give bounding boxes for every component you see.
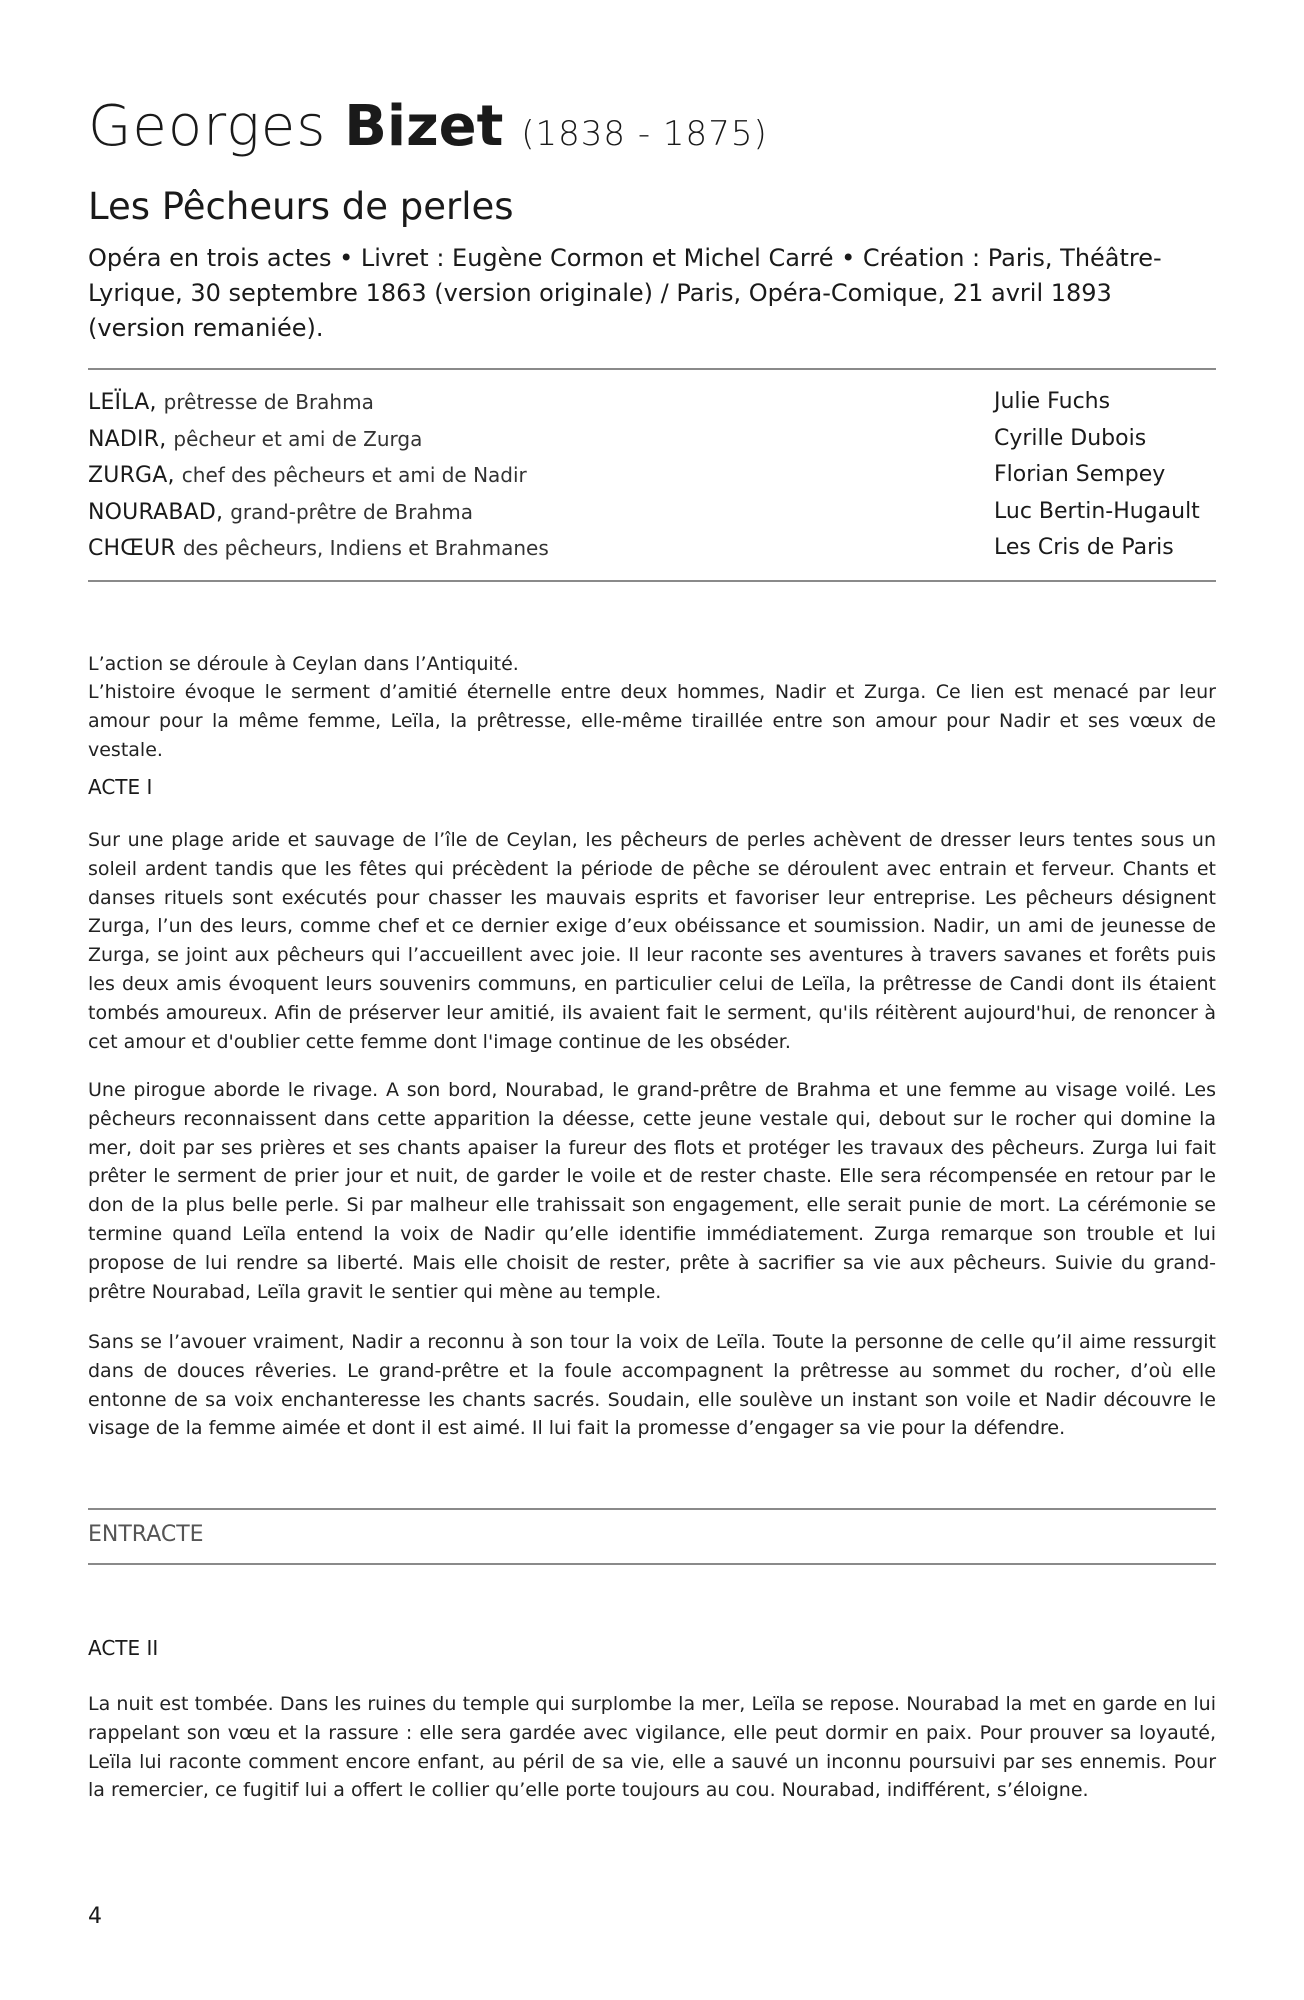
intro-setting: L’action se déroule à Ceylan dans l’Antiquité. [88,653,519,675]
act-1-heading: ACTE I [88,775,153,799]
role-description: chef des pêcheurs et ami de Nadir [181,463,527,487]
divider-bottom [88,580,1216,582]
role-description: des pêcheurs, Indiens et Brahmanes [182,536,549,560]
cast-role-cell [88,421,422,458]
role-name: CHŒUR [88,536,176,561]
divider-entracte-top [88,1508,1216,1510]
composer-last-name: Bizet [344,94,504,159]
cast-row [88,530,1216,567]
role-description: grand-prêtre de Brahma [230,499,474,524]
divider-entracte-bottom [88,1563,1216,1565]
role-name: NADIR, [88,426,167,452]
cast-role-cell [88,530,549,567]
cast-row [88,384,1216,421]
role-description: pêcheur et ami de Zurga [173,426,423,451]
opera-title: Les Pêcheurs de perles [88,185,514,228]
composer-dates: (1838 - 1875) [521,114,768,154]
cast-row [88,457,1216,494]
role-name: ZURGA, [88,463,175,488]
role-description: prêtresse de Brahma [163,390,374,414]
opera-subtitle: Opéra en trois actes • Livret : Eugène Cormon et Michel Carré • Création : Paris, Théâtre-Lyrique, 30 septembre 1863 (version originale) / Paris, Opéra-Comique, 21 avril 1893 (version remaniée). [88,244,1162,342]
act-2-paragraph: La nuit est tombée. Dans les ruines du temple qui surplombe la mer, Leïla se repose. Nourabad la met en garde en lui rappelant son vœu et la rassure : elle sera gardée avec vigilance, elle peut dormir en paix. Pour prouver sa loyauté, Leïla lui raconte comment encore enfant, au péril de sa vie, elle a sauvé un inconnu poursuivi par ses ennemis. Pour la remercier, ce fugitif lui a offert le collier qu’elle porte toujours au cou. Nourabad, indifférent, s’éloigne. [88,1693,1216,1802]
singer-name: Florian Sempey [994,462,1166,487]
act-1-paragraph: Une pirogue aborde le rivage. A son bord, Nourabad, le grand-prêtre de Brahma et une femme au visage voilé. Les pêcheurs reconnaissent dans cette apparition la déesse, cette jeune vestale qui, debout sur le rocher qui domine la mer, doit par ses prières et ses chants apaiser la fureur des flots et protéger les travaux des pêcheurs. Zurga lui fait prêter le serment de prier jour et nuit, de garder le voile et de rester chaste. Elle sera récompensée en retour par le don de la plus belle perle. Si par malheur elle trahissait son engagement, elle serait punie de mort. La cérémonie se termine quand Leïla entend la voix de Nadir qu’elle identifie immédiatement. Zurga remarque son trouble et lui propose de lui rendre sa liberté. Mais elle choisit de rester, prête à sacrifier sa vie aux pêcheurs. Suivie du grand-prêtre Nourabad, Leïla gravit le sentier qui mène au temple. [88,1079,1216,1303]
role-name: NOURABAD, [88,499,224,525]
entracte-heading: ENTRACTE [88,1522,204,1547]
singer-name: Les Cris de Paris [994,535,1174,560]
act-1-paragraph: Sur une plage aride et sauvage de l’île de Ceylan, les pêcheurs de perles achèvent de dresser leurs tentes sous un soleil ardent tandis que les fêtes qui précèdent la période de pêche se déroulent avec entrain et ferveur. Chants et danses rituels sont exécutés pour chasser les mauvais esprits et favoriser leur entreprise. Les pêcheurs désignent Zurga, l’un des leurs, comme chef et ce dernier exige d’eux obéissance et soumission. Nadir, un ami de jeunesse de Zurga, se joint aux pêcheurs qui l’accueillent avec joie. Il leur raconte ses aventures à travers savanes et forêts puis les deux amis évoquent leurs souvenirs communs, en particulier celui de Leïla, la prêtresse de Candi dont ils étaient tombés amoureux. Afin de préserver leur amitié, ils avaient fait le serment, qu'ils réitèrent aujourd'hui, de renoncer à cet amour et d'oublier cette femme dont l'image continue de les obséder. [88,829,1216,1053]
singer-name: Luc Bertin-Hugault [994,498,1200,524]
intro-summary: L’histoire évoque le serment d’amitié éternelle entre deux hommes, Nadir et Zurga. Ce lien est menacé par leur amour pour la même femme, Leïla, la prêtresse, elle-même tiraillée entre son amour pour Nadir et ses vœux de vestale. [88,681,1216,761]
role-name: LEÏLA, [88,390,157,415]
act-1-paragraph: Sans se l’avouer vraiment, Nadir a reconnu à son tour la voix de Leïla. Toute la personne de celle qu’il aime ressurgit dans de douces rêveries. Le grand-prêtre et la foule accompagnent la prêtresse au sommet du rocher, d’où elle entonne de sa voix enchanteresse les chants sacrés. Soudain, elle soulève un instant son voile et Nadir découvre le visage de la femme aimée et dont il est aimé. Il lui fait la promesse d’engager sa vie pour la défendre. [88,1331,1216,1440]
cast-list [88,384,1216,567]
cast-role-cell [88,457,527,494]
composer-heading [88,92,768,169]
composer-first-name: Georges [88,94,327,159]
cast-role-cell [88,384,374,421]
act-2-heading: ACTE II [88,1636,159,1660]
cast-row [88,494,1216,531]
singer-name: Julie Fuchs [994,389,1111,414]
divider-top [88,368,1216,370]
singer-name: Cyrille Dubois [994,425,1147,451]
cast-row [88,421,1216,458]
cast-role-cell [88,494,473,531]
page-number: 4 [88,1904,102,1929]
